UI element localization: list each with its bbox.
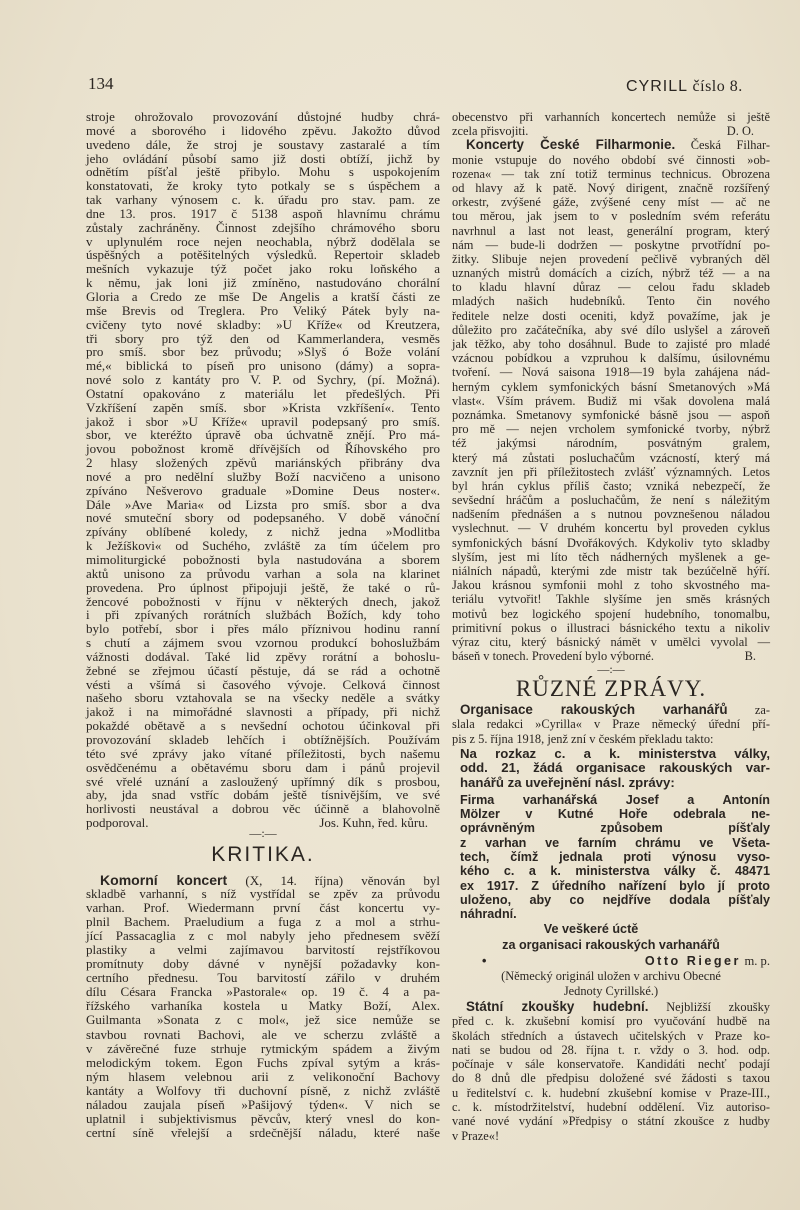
text-line: Dále »Ave Maria« od Lizsta pro smíš. sbor a dva: [86, 496, 440, 512]
notice-line: Firma varhanářská Josef a Antonín: [460, 792, 770, 807]
text-line: tou měrou, jak jsem to v posledním svém referátu: [452, 209, 770, 224]
archive-note: (Německý originál uložen v archivu Obecné: [501, 968, 721, 983]
choir-report: [86, 110, 440, 830]
text-line: řížského varhaníka kostela u Matky Boží, Alex.: [86, 998, 440, 1014]
article-lead: Státní zkoušky hudební.: [466, 999, 649, 1014]
signature: B.: [744, 649, 756, 664]
text-line: (X, 14. října) věnován byl: [245, 873, 441, 888]
text-line: vésti a všímá si časového vývoje. Celková činnost: [86, 676, 440, 692]
kritika-heading: KRITIKA.: [211, 843, 315, 866]
text-line: Vzkříšení zapěn smíš. sbor »Krista vzkříšení«. Tento: [86, 399, 440, 415]
text-line: též jakýmsi národním, posvátným gralem,: [452, 436, 770, 451]
journal-title: CYRILL: [626, 78, 689, 95]
text-line: uvedeno dále, že stroj je soustavy zastaralé a tím: [86, 136, 440, 152]
text-line: bylo potřebí, sbor i přes málo příznivou hodinu ranní: [86, 621, 440, 637]
komorni-koncert-article: [86, 873, 440, 1140]
article-first-line: [452, 138, 770, 152]
text-line: v Praze«!: [452, 1128, 500, 1143]
notice-line: oprávněným způsobem píšťaly: [460, 821, 770, 836]
text-line: k Ježíškovi« od Suchého, zvláště za tím účelem pro: [86, 538, 440, 554]
text-line: nové a pro nedělní služby Boží nacvičeno a unisono: [86, 468, 440, 484]
text-line: náladou zaujala píseň »Pašijový týden«. V nich se: [86, 1096, 440, 1112]
text-line: vané nové vydání »Předpisy o státní zkoušce z hudby: [452, 1114, 770, 1129]
text-line-group: [86, 110, 440, 816]
text-line: vážnosti dodával. Také lid zpěvy rorátní a bohoslu-: [86, 648, 440, 664]
text-line: před c. k. zkušební komisí pro vyučování hudbě na: [452, 1014, 770, 1029]
text-line: navrhnul a last not least, generální program, který: [452, 223, 770, 238]
text-line: Gloria a Credo ze mše De Angelis a kratší části ze: [86, 288, 440, 304]
notice-line: odd. 21, žádá organisace rakouských var-: [460, 760, 770, 776]
text-line: plnil Bachem. Praeludium a fuga z a mol a strhu-: [86, 914, 440, 930]
text-line: monie vstupuje do nového období své činnosti »ob-: [452, 152, 770, 167]
text-line: od hlavy až k patě. Nový dirigent, značně rozšířený: [452, 180, 770, 195]
text-line: symfonických básní Dvořákových. Kdykoliv tyto skladby: [452, 535, 770, 550]
text-line: důležito pro začátečníka, aby své dílo uslyšel a zároveň: [452, 322, 770, 337]
text-line: zůstaly zachráněny. Činnost zdejšího chrámového sboru: [86, 219, 440, 235]
text-line: plastiky a velmi zajímavou barvitostí rejstříkovou: [86, 942, 440, 958]
text-line: 2 hlasy složených zpěvů mariánských přibrány dva: [86, 455, 440, 471]
notice-line: ex 1917. Z úředního nařízení bylo jí proto: [460, 878, 770, 893]
notice-line-group: [452, 747, 770, 790]
text-line: pokaždé obětavě a s nevšední ochotou účinkoval při: [86, 718, 440, 734]
text-line: provedena. Pro úplnost připojuji ještě, že také o rů-: [86, 579, 440, 595]
text-line: vzácnou pobídkou a vzpruhou k dalšímu, úsilovnému: [452, 351, 770, 366]
text-line-group: [452, 1014, 770, 1143]
text-line: skladbě varhanní, s níž vystřídal se zpěv za průvodu: [86, 886, 440, 902]
text-line: stroje ohrožovalo provozování důstojné hudby chrá-: [86, 109, 440, 124]
archive-note: Jednoty Cyrillské.): [563, 983, 659, 998]
notice-line: Mölzer v Kutné Hoře odebrala ne-: [460, 807, 770, 822]
text-line: Guilmanta »Sonata z c mol«, jež sice nemůže se: [86, 1012, 440, 1028]
notice-line: tech, čímž jednala proti výnosu vyso-: [460, 850, 770, 865]
filharmonie-article: [452, 110, 770, 663]
ruzne-zpravy-heading: RŮZNÉ ZPRÁVY.: [515, 676, 707, 701]
notice-line-group: [452, 793, 770, 922]
text-line: i při zpívaných rorátních službách Božích, kdy toho: [86, 607, 440, 623]
text-line: dne 13. pros. 1917 č 5138 aspoň hlavnímu chrámu: [86, 205, 440, 221]
text-line: tvoření. — Nová saisona 1918—19 byla zahájena nád-: [452, 365, 770, 380]
closing-text: zcela přisvojiti.: [452, 124, 529, 139]
text-line: ředitele nelze dosti oceniti, když považíme, jak je: [452, 308, 770, 323]
text-line: uznaných mistrů domácích a cizích, nýbrž též — a na: [452, 266, 770, 281]
signer-name: Otto Rieger: [644, 953, 741, 968]
text-line: našeho sboru vztahovala se na všecky neděle a svátky: [86, 690, 440, 706]
notice-line: náhradní.: [460, 907, 517, 922]
bullet-icon: •: [482, 953, 487, 968]
text-line: mladých našich hudebníků. Tento čin nového: [452, 294, 770, 309]
text-line: Česká Filhar-: [690, 138, 770, 153]
text-line: odnětím píšťal ještě přibylo. Mohu s uspokojením: [86, 164, 440, 180]
text-line: školách středních a ústavech učitelských v Praze ko-: [452, 1028, 770, 1043]
text-line: úspěšných a potěšitelných výsledků. Repertoir skladeb: [86, 247, 440, 263]
text-line: horlivosti neustával a dobrou věc účinně a blahovolně: [86, 801, 440, 817]
notice-line: kého c. a k. ministerstva války č. 48471: [460, 864, 770, 879]
section-divider: —:—: [597, 662, 625, 676]
text-line: aby, jda snad vstříc dobám ještě tísnivějším, ve své: [86, 787, 440, 803]
text-line: melodickým tokem. Egon Fuchs zpíval sytým a krás-: [86, 1054, 440, 1070]
text-line: v uplynulém roce nejen neochabla, nýbrž dodělala se: [86, 233, 440, 249]
signature: Jos. Kuhn, řed. kůru.: [319, 815, 428, 831]
for-organisation: za organisaci rakouských varhanářů: [502, 937, 720, 952]
signature: D. O.: [726, 124, 754, 139]
text-line: konstatovati, že kroky tyto potkaly se s úspěchem a: [86, 178, 440, 194]
text-line: to kladu hlavní důraz — celou řadu skladeb: [452, 280, 770, 295]
text-line: Nejbližší zkoušky: [666, 1000, 770, 1014]
notice-line: Na rozkaz c. a k. ministerstva války,: [460, 746, 770, 761]
text-line: jakož i sbor »U Kříže« upravil podepsaný pro smíš.: [86, 413, 440, 429]
article-first-line: [86, 873, 440, 887]
text-line: byl hrán cyklus příliš často; vzniká nebezpečí, že: [452, 478, 770, 493]
text-line: c. k. místodržitelství, hudební oddělení. Viz autoriso-: [452, 1100, 770, 1115]
text-line: uplatnil i subjektivismus pěvcův, který vnesl do kon-: [86, 1110, 440, 1126]
text-line: nové smuteční sbory od podepsaného. V době vánoční: [86, 510, 440, 526]
text-line: stavbou rovnati Bachovi, ale ve scherzu zvláště a: [86, 1026, 440, 1042]
text-line: žencové pobožnosti v říjnu v některých dnech, jakož: [86, 593, 440, 609]
article-first-line: [452, 703, 770, 717]
text-line: niálních nápadů, kterými zde mistr tak bezúčelně hýří.: [452, 564, 770, 578]
text-line: za-: [754, 703, 770, 717]
article-lead: Koncerty České Filharmonie.: [466, 137, 676, 153]
signer-row: [452, 953, 770, 969]
text-line: nové solo z kantáty pro V. P. od Sychry, (pí. Možná).: [86, 372, 440, 388]
text-line: slyším, jest mi líto těch nádherných myšlenek a ge-: [452, 549, 770, 564]
text-line: Ostatní opakováno z materiálu let předešlých. Při: [86, 385, 440, 401]
text-line: žebné se zřejmou účastí pěstuje, dá se rád a ochotně: [86, 662, 440, 678]
issue-number: číslo 8.: [692, 78, 743, 95]
text-line: mimoliturgické pobožnosti byla nastudována a sborem: [86, 552, 440, 567]
text-line: sevšední hráčům a posluchačům, že není s náležitým: [452, 493, 770, 508]
text-line: kantáty a Wolfovy tři duchovní písně, z nichž zvláště: [86, 1082, 440, 1098]
official-notice: [452, 747, 770, 999]
text-line: v závěrečné fuze strhuje rytmickým spádem a živým: [86, 1040, 440, 1056]
notice-line: uloženo, aby co nejdříve dodala píšťaly: [460, 892, 770, 907]
text-line: certní síně vřelejší a srdečnější náladu, které naše: [86, 1124, 440, 1140]
text-line: jakož i na mimořádné slavnosti a případy, při nichž: [86, 704, 440, 720]
text-line: orkestr, zvýšené gáže, zvýšené ceny míst — ač ne: [452, 195, 770, 210]
organisace-article: [452, 703, 770, 746]
text-line: cvičeny tyto nové skladby: »U Kříže« od Kreutzera,: [86, 316, 440, 332]
closing-text: báseň v tonech. Provedení bylo výborné.: [452, 649, 654, 664]
text-line: tak varhany výnosem c. k. úřadu pro stav. pam. ze: [86, 192, 440, 208]
notice-line: hanářů za uveřejnění násl. zprávy:: [460, 774, 675, 790]
text-line: mše Brevis od Treglera. Pro Veliký Pátek byly na-: [86, 302, 440, 318]
text-line: mé,« biblická to píseň pro unisono (dámy) a sopra-: [86, 358, 440, 374]
text-line: ným hlasem velebnou arii z velikonoční Bachovy: [86, 1068, 440, 1084]
article-lead: Organisace rakouských varhanářů: [460, 702, 728, 717]
text-line: pis z 5. října 1918, jenž zní v českém překladu takto:: [452, 731, 714, 746]
text-line: aktů unisono za průvodu varhan a sola na klarinet: [86, 565, 440, 581]
text-line: který má zůstati posluchačům vzácností, který má: [452, 450, 770, 465]
text-line: k němu, jak loni již zmíněno, nastudováno chorální: [86, 275, 440, 291]
text-line: primitivní pokus o illustraci básnického textu a nikoliv: [452, 620, 770, 635]
page-number: 134: [88, 74, 114, 93]
text-line: této své zprávy jako vítané příležitosti, bych našemu: [86, 745, 440, 761]
text-line: počínaje v sále konservatoře. Kandidáti nechť podají: [452, 1057, 770, 1072]
text-line: Jakou krásnou symfonii mohl z toho skvostného ma-: [452, 578, 770, 593]
text-line: obecenstvo při varhanních koncertech nemůže si ještě: [452, 110, 770, 124]
text-line-group: [452, 717, 770, 746]
text-line: pro mě — nejen vrcholem symfonické tvorby, nýbrž: [452, 422, 770, 437]
text-line: vlast«. Vším právem. Budiž mi však dovolena malá: [452, 393, 770, 408]
text-line: sbor, ve kteréžto úpravě oba úchvatně znějí. Pro má-: [86, 427, 440, 443]
text-line: žitky. Slibuje nejen provedení pečlivě vybraných děl: [452, 251, 770, 266]
text-line: rozena« — tak zní totiž terminus technicus. Obrozena: [452, 166, 770, 181]
closing-text: podporoval.: [86, 815, 149, 831]
text-line: zavznít jen při příležitostech zvlášť významných. Letos: [452, 464, 770, 479]
text-line: do 8 dnů dle předpisu doložené své žádosti s taxou: [452, 1071, 770, 1086]
text-line: své vřelé uznání a zasloužený upřímný dík s prosbou,: [86, 773, 440, 789]
text-line: slala redakci »Cyrilla« v Praze německý úřední pří-: [452, 717, 770, 732]
text-line: varhan. Prof. Wiedermann první část koncertu vy-: [86, 900, 440, 916]
text-line: promítnuty doby dávné v nynější požadavky kon-: [86, 956, 440, 972]
text-line: jící Passacaglia z c mol nabyly jeho přednesem svěží: [86, 928, 440, 944]
text-line: jeho ovládání působí samo již dosti obtíží, jichž by: [86, 150, 440, 166]
text-line: zpívány oblíbené koledy, z nichž jedna »Modlitba: [86, 524, 440, 540]
text-line: dílu Césara Francka »Pastorale« op. 19 č. 4 a pa-: [86, 984, 440, 1000]
text-line: nám — bude-li dodržen — poskytne prvotřídní po-: [452, 237, 770, 252]
text-line: certního přednesu. Tou barvitostí zářilo v druhém: [86, 970, 440, 986]
text-line: zpíváno Nešverovo graduale »Domine Deus noster«.: [86, 482, 440, 498]
text-line: osvědčenému a obětavému sboru dam i pánů projevil: [86, 759, 440, 775]
article-first-line: [452, 1000, 770, 1014]
regards: Ve veškeré úctě: [543, 921, 639, 936]
zkousky-article: [452, 1000, 770, 1143]
text-line: nadšením přednášen a s nutnou povznešenou náladou: [452, 507, 770, 522]
text-line: mové a sborového i lidového zpěvu. Jakožto důvod: [86, 122, 440, 138]
text-line: vyslechnut. — V druhém koncertu byl proveden cyklus: [452, 521, 770, 536]
text-line: tři sbory pro týž den od Kammerlandera, vesměs: [86, 330, 440, 346]
text-line: mešních vykazuje týž počet jako roku loňského a: [86, 261, 440, 277]
text-line: herným cyklem symfonických básní Smetanových »Má: [452, 379, 770, 394]
text-line: nati se budou od 28. října t. r. vždy o 3. hod. odp.: [452, 1042, 770, 1057]
text-line: jak těžko, aby toho dosáhnul. Bude to zajisté pro mladé: [452, 337, 770, 351]
text-line: teriálu vytvořit! Takhle slyšíme jen směs krásných: [452, 592, 770, 607]
text-line-group: [86, 887, 440, 1140]
text-line: pro smíš. sbor bez průvodu; »Slyš ó Bože volání: [86, 344, 440, 360]
signer-suffix: m. p.: [744, 953, 770, 968]
running-head: [626, 78, 743, 96]
text-line: jovou pobožnost kromě dřívějších od Říhovského pro: [86, 441, 440, 457]
article-lead: Komorní koncert: [100, 872, 228, 888]
text-line: motivů bez logického spojení hudebního, tonomalbu,: [452, 606, 770, 621]
section-divider: —:—: [249, 826, 277, 840]
text-line: provozování skladeb lehčích i obtížnějších. Používám: [86, 731, 440, 747]
text-line: výraz citu, který básnický námět v umělci vyvolal —: [452, 634, 770, 649]
text-line: poznámka. Smetanovy symfonické básně jsou — aspoň: [452, 407, 770, 422]
notice-line: z varhan ve farním chrámu ve Všeta-: [460, 835, 770, 850]
text-line-group: [452, 153, 770, 650]
kritika-closing: [452, 124, 770, 138]
text-line: s chutí a zájmem svou vzornou produkcí bohoslužbám: [86, 635, 440, 651]
text-line: u ředitelství c. k. hudební zkušební komise v Praze-III.,: [452, 1085, 770, 1100]
